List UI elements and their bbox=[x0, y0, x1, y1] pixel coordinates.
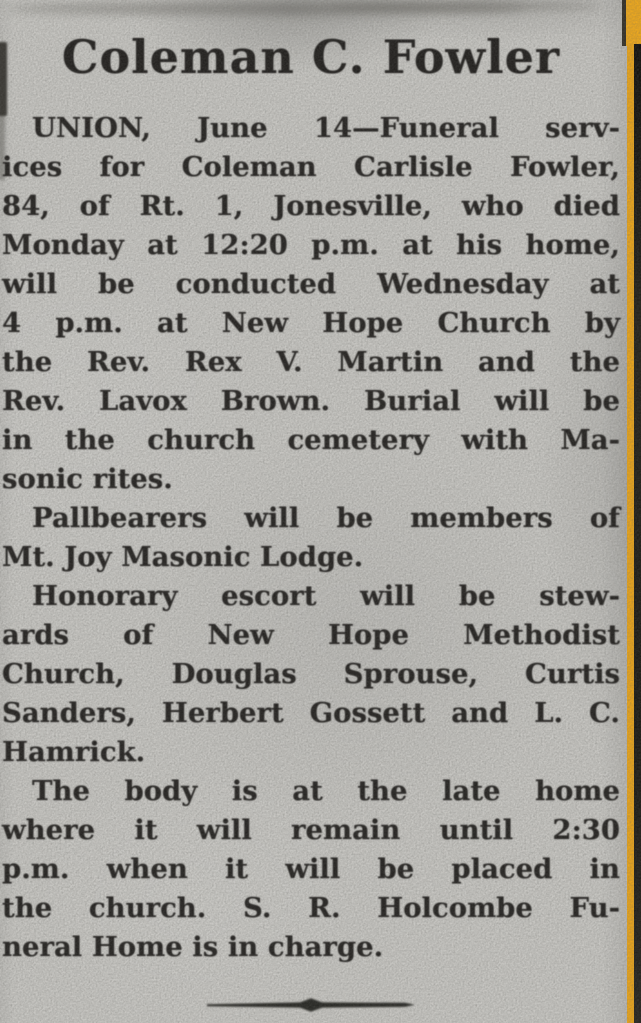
body-line: Church, Douglas Sprouse, Curtis bbox=[2, 658, 620, 690]
body-line: will be conducted Wednesday at bbox=[2, 268, 620, 300]
body-line: Mt. Joy Masonic Lodge. bbox=[2, 541, 364, 573]
body-line: Rev. Lavox Brown. Burial will be bbox=[2, 385, 620, 417]
obituary-headline: Coleman C. Fowler bbox=[61, 30, 561, 84]
body-line: ices for Coleman Carlisle Fowler, bbox=[2, 151, 620, 183]
body-line: Sanders, Herbert Gossett and L. C. bbox=[2, 697, 620, 729]
body-line: 84, of Rt. 1, Jonesville, who died bbox=[2, 190, 620, 222]
clip-highlight-border bbox=[627, 44, 634, 1023]
body-line: the church. S. R. Holcombe Fu- bbox=[2, 892, 620, 924]
body-line: p.m. when it will be placed in bbox=[2, 853, 620, 885]
body-line: Hamrick. bbox=[2, 736, 146, 768]
body-line: Honorary escort will be stew- bbox=[32, 580, 620, 612]
body-line: where it will remain until 2:30 bbox=[2, 814, 620, 846]
article-body bbox=[2, 109, 620, 967]
body-line: in the church cemetery with Ma- bbox=[2, 424, 620, 456]
body-line: UNION, June 14—Funeral serv- bbox=[32, 112, 620, 144]
body-line: 4 p.m. at New Hope Church by bbox=[2, 307, 620, 339]
body-line: ards of New Hope Methodist bbox=[2, 619, 620, 651]
end-rule-diamond-divider bbox=[205, 996, 417, 1014]
body-line: The body is at the late home bbox=[32, 775, 620, 807]
page-edge-shadow bbox=[634, 44, 641, 1023]
body-line: sonic rites. bbox=[2, 463, 173, 495]
body-line: the Rev. Rex V. Martin and the bbox=[2, 346, 620, 378]
body-line: Monday at 12:20 p.m. at his home, bbox=[2, 229, 620, 261]
body-line: neral Home is in charge. bbox=[2, 931, 384, 963]
body-line: Pallbearers will be members of bbox=[32, 502, 620, 534]
clip-highlight-border-top bbox=[622, 0, 641, 46]
